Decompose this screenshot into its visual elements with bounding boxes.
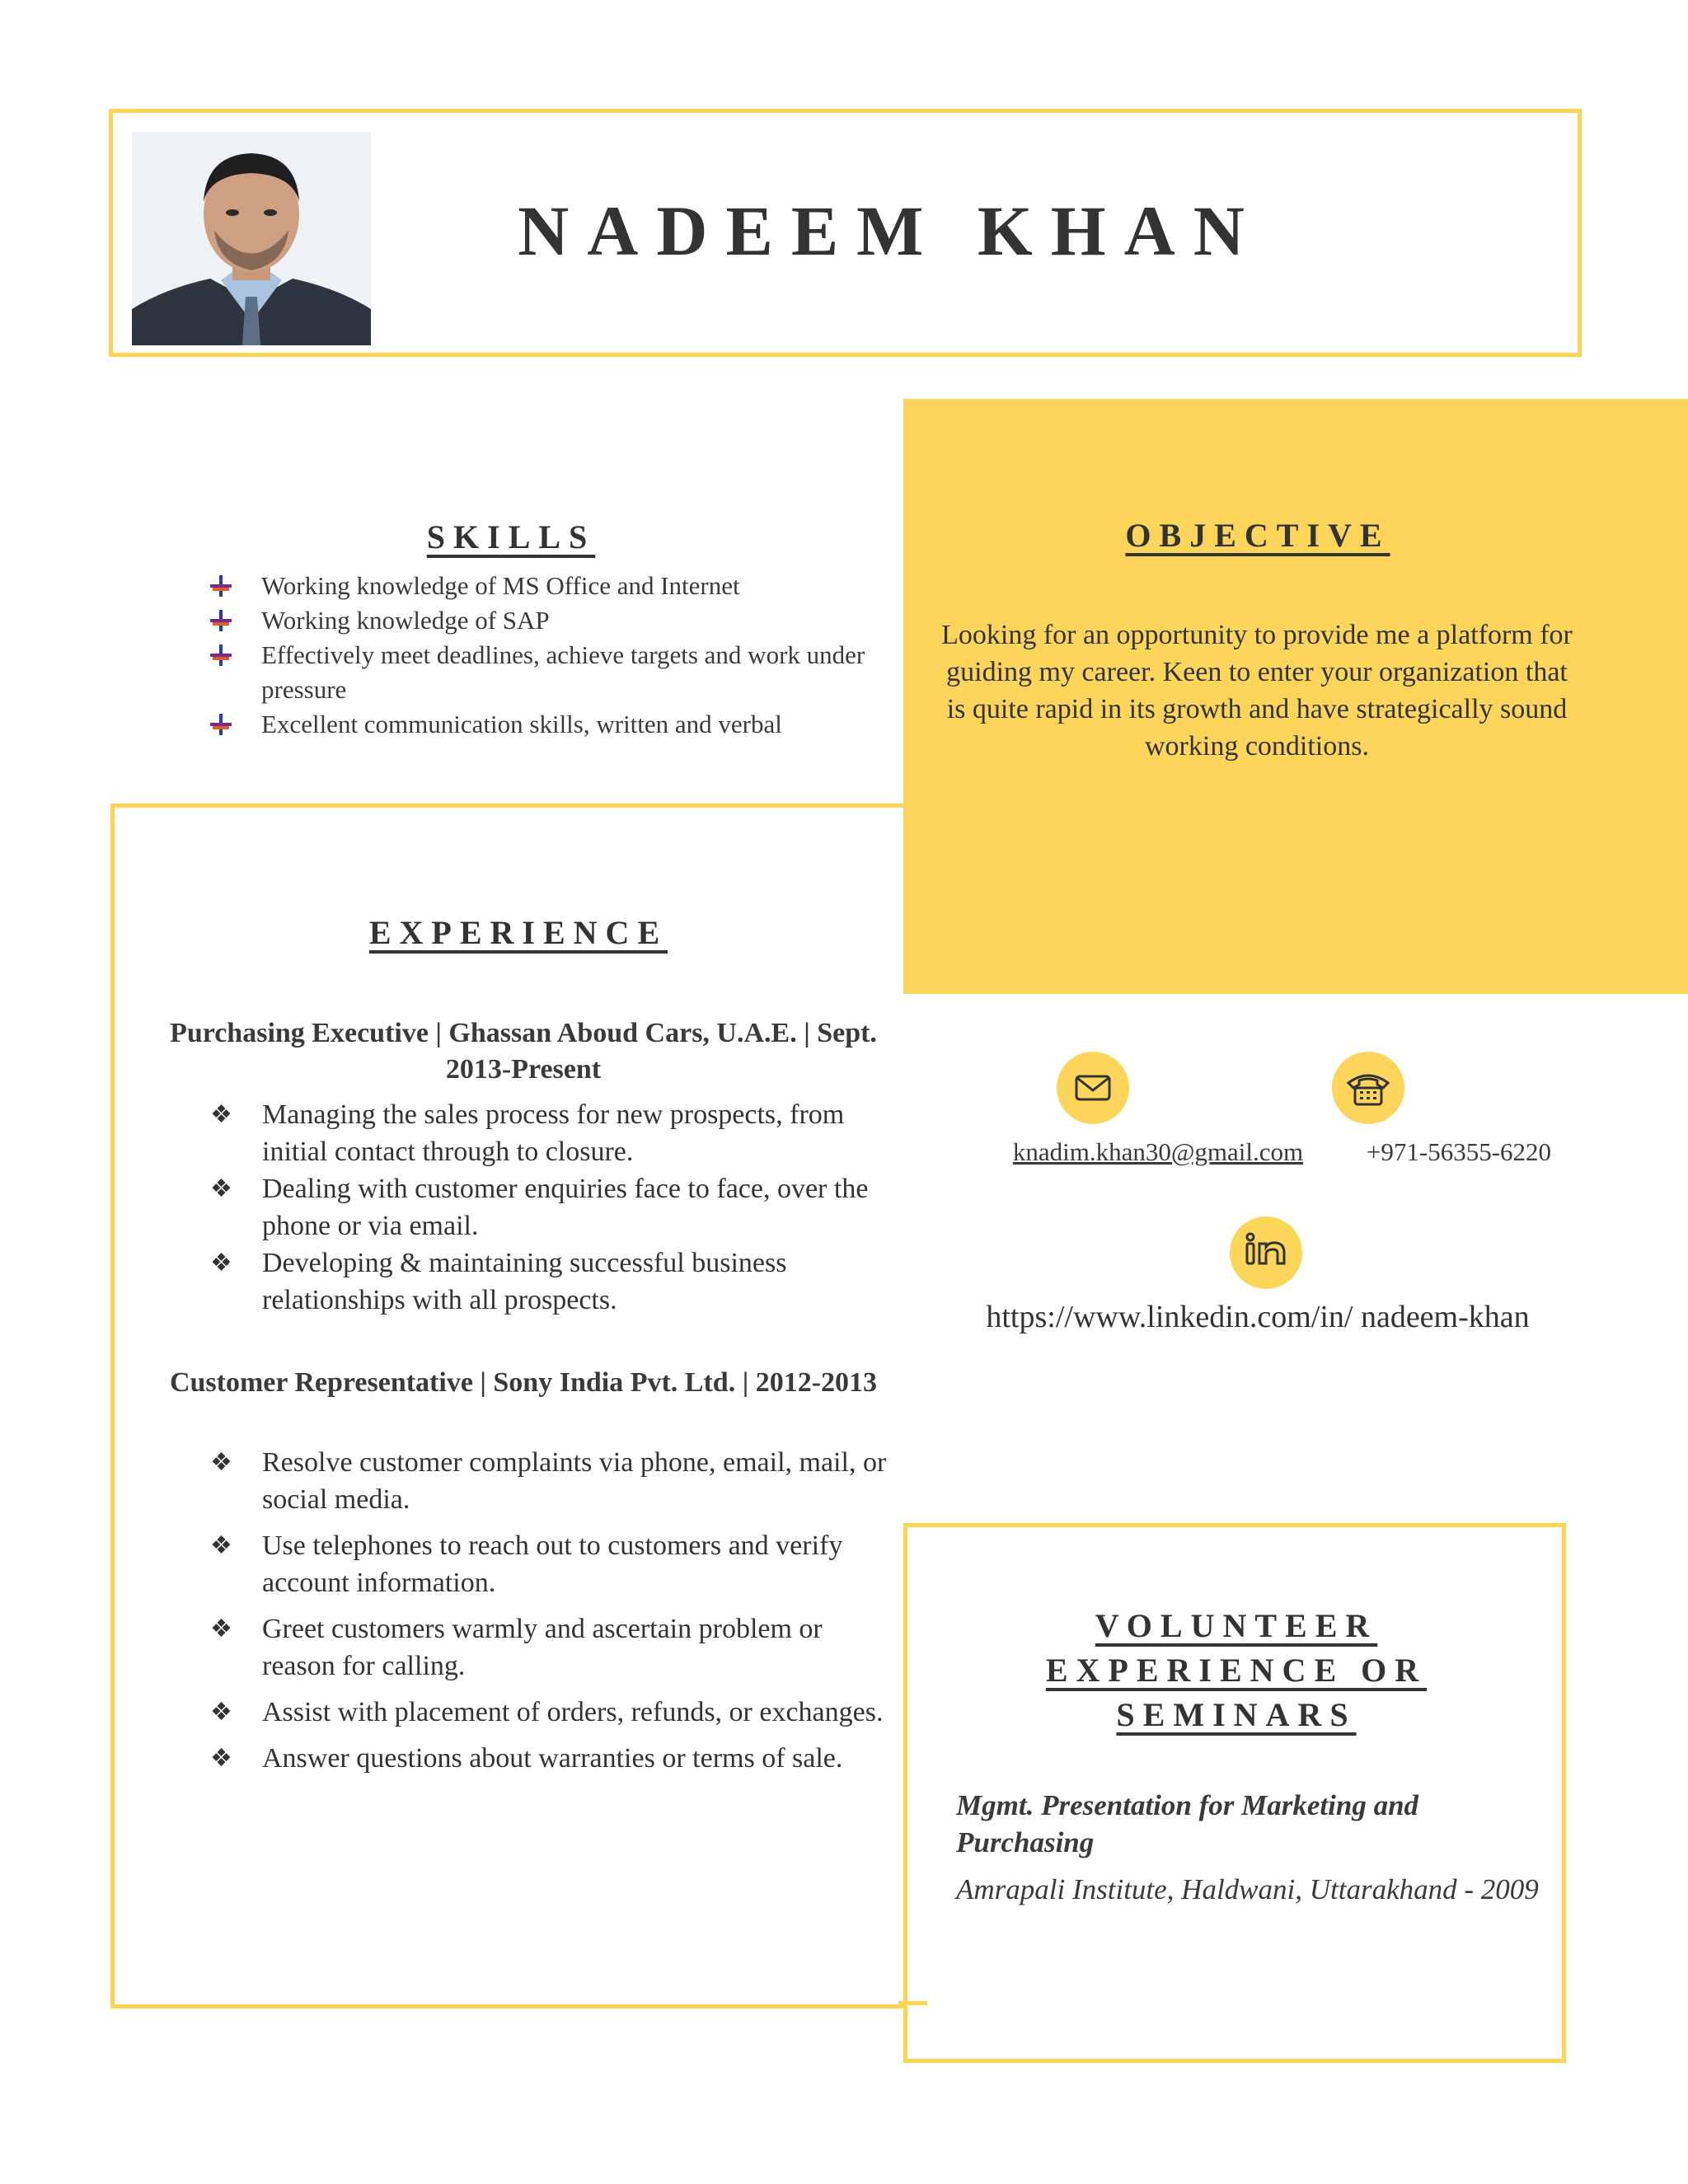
duty-text: Developing & maintaining successful business relationships with all prospects. bbox=[262, 1248, 787, 1315]
duty-item bbox=[210, 1170, 894, 1244]
diamond-bullet-icon: ❖ bbox=[210, 1532, 232, 1559]
objective-text: Looking for an opportunity to provide me a platform for guiding my career. Keen to enter your organization that is quite rapid in its growth and have strategically sound working conditions. bbox=[941, 620, 1573, 762]
duty-item bbox=[210, 1694, 894, 1731]
candidate-name: NADEEM KHAN bbox=[518, 191, 1263, 270]
envelope-icon bbox=[1057, 1052, 1129, 1124]
volunteer-title: VOLUNTEER EXPERIENCE OR SEMINARS bbox=[1045, 1607, 1428, 1733]
duty-text: Assist with placement of orders, refunds, or exchanges. bbox=[262, 1697, 884, 1727]
diamond-bullet-icon: ❖ bbox=[210, 1249, 232, 1277]
diamond-bullet-icon: ❖ bbox=[210, 1175, 232, 1202]
objective-title: OBJECTIVE bbox=[1125, 517, 1390, 554]
duty-text: Dealing with customer enquiries face to face, over the phone or via email. bbox=[262, 1174, 869, 1241]
skill-item bbox=[210, 603, 870, 638]
duty-item bbox=[210, 1527, 894, 1601]
profile-photo bbox=[132, 132, 371, 345]
telephone-icon bbox=[1332, 1052, 1404, 1124]
experience-title: EXPERIENCE bbox=[368, 914, 668, 951]
skills-list bbox=[210, 569, 870, 742]
diamond-bullet-icon: ❖ bbox=[210, 1449, 232, 1476]
arrow-bullet-icon bbox=[210, 644, 232, 666]
email-link[interactable]: knadim.khan30@gmail.com bbox=[1012, 1137, 1304, 1166]
arrow-bullet-icon bbox=[210, 610, 232, 631]
seminar-title: Mgmt. Presentation for Marketing and Purchasing bbox=[956, 1789, 1419, 1858]
skill-text: Effectively meet deadlines, achieve targets and work under pressure bbox=[261, 640, 865, 704]
duty-text: Managing the sales process for new prospects, from initial contact through to closure. bbox=[262, 1099, 845, 1167]
job-heading: Purchasing Executive | Ghassan Aboud Cars, U.A.E. | Sept. 2013-Present bbox=[170, 1018, 877, 1085]
diamond-bullet-icon: ❖ bbox=[210, 1101, 232, 1128]
arrow-bullet-icon bbox=[210, 575, 232, 597]
diamond-bullet-icon: ❖ bbox=[210, 1699, 232, 1726]
seminar-location: Amrapali Institute, Haldwani, Uttarakhand - 2009 bbox=[956, 1873, 1539, 1905]
skill-text: Working knowledge of SAP bbox=[261, 606, 550, 635]
phone-number: +971-56355-6220 bbox=[1366, 1137, 1552, 1166]
diamond-bullet-icon: ❖ bbox=[210, 1615, 232, 1643]
linkedin-icon bbox=[1230, 1216, 1302, 1289]
diamond-bullet-icon: ❖ bbox=[210, 1745, 232, 1772]
skill-text: Working knowledge of MS Office and Internet bbox=[261, 571, 740, 600]
arrow-bullet-icon bbox=[210, 714, 232, 735]
skill-item bbox=[210, 638, 870, 707]
duty-item bbox=[210, 1610, 894, 1685]
duty-text: Greet customers warmly and ascertain problem or reason for calling. bbox=[262, 1614, 823, 1681]
experience-frame bbox=[110, 804, 905, 2008]
duty-item bbox=[210, 1244, 894, 1319]
job-duties-list bbox=[210, 1444, 894, 1786]
duty-text: Answer questions about warranties or terms of sale. bbox=[262, 1743, 843, 1774]
skill-item bbox=[210, 707, 870, 742]
duty-item bbox=[210, 1096, 894, 1170]
skill-text: Excellent communication skills, written and verbal bbox=[261, 710, 782, 738]
duty-text: Resolve customer complaints via phone, email, mail, or social media. bbox=[262, 1447, 887, 1515]
skills-title: SKILLS bbox=[426, 518, 596, 555]
job-duties-list bbox=[210, 1096, 894, 1319]
duty-text: Use telephones to reach out to customers and verify account information. bbox=[262, 1530, 843, 1598]
duty-item bbox=[210, 1740, 894, 1777]
linkedin-url[interactable]: https://www.linkedin.com/in/ nadeem-khan bbox=[986, 1300, 1530, 1334]
duty-item bbox=[210, 1444, 894, 1518]
skill-item bbox=[210, 569, 870, 603]
job-heading: Customer Representative | Sony India Pvt. Ltd. | 2012-2013 bbox=[169, 1367, 878, 1398]
